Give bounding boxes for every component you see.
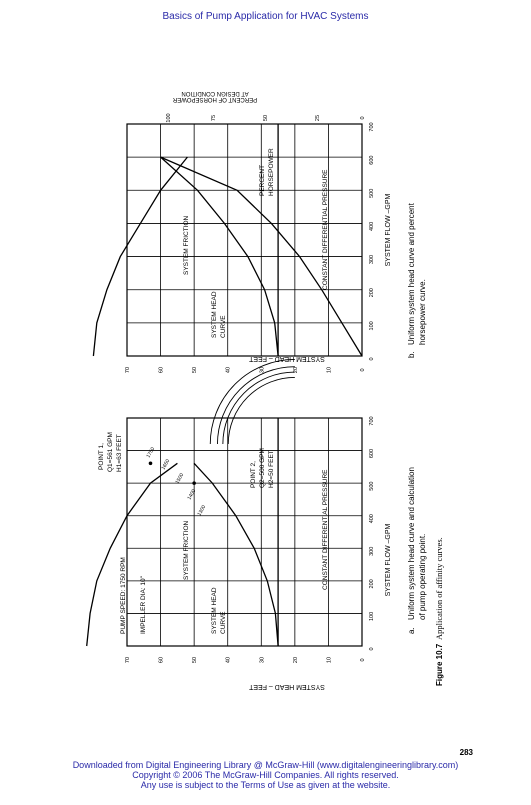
footer-line-3: Any use is subject to the Terms of Use as given at the website. — [140, 780, 391, 790]
head-tick-label: 50 — [192, 366, 199, 374]
chart-a-rpm-label-1: 1750 — [145, 446, 157, 459]
head-tick-label: 20 — [292, 366, 299, 374]
figure-caption: Application of affinity curves. — [434, 537, 444, 640]
hp-tick-label: 100 — [166, 113, 172, 123]
head-tick-label: 30 — [259, 366, 266, 374]
flow-tick-label: 100 — [369, 611, 375, 622]
chart-b-cdp-label: CONSTANT DIFFERENTIAL PRESSURE — [322, 169, 329, 290]
chart-b-caption-line2: horsepower curve. — [418, 279, 427, 345]
point-1-marker — [149, 461, 153, 465]
hp-tick-label: 50 — [263, 114, 269, 122]
chart-a-pump-speed: PUMP SPEED: 1750 RPM — [120, 557, 127, 634]
chart-a-caption-line1: Uniform system head curve and calculation — [407, 467, 416, 620]
chart-a-point2-line2: Q2=500 GPM — [259, 448, 266, 488]
flow-tick-label: 300 — [369, 546, 375, 556]
head-tick-label: 10 — [326, 366, 333, 374]
head-tick-label: 50 — [192, 656, 199, 664]
chart-a-rpm-label-5: 1300 — [196, 504, 208, 517]
head-tick-label: 10 — [326, 656, 333, 664]
chart-b-head-curve-line2: CURVE — [220, 315, 227, 338]
chart-a-part-label: a. — [407, 627, 416, 634]
series-line — [194, 463, 278, 646]
flow-tick-label: 500 — [369, 188, 375, 198]
chart-a-point1-line2: Q1=561 GPM — [107, 432, 114, 472]
point-2-marker — [192, 481, 196, 485]
head-tick-label: 20 — [292, 656, 299, 664]
chart-b-right-axis-line1: PERCENT OF HORSEPOWER — [172, 96, 258, 102]
hp-tick-label: 25 — [315, 114, 321, 122]
head-tick-label: 0 — [360, 658, 366, 662]
chart-a-point2-line1: POINT 2, — [250, 461, 257, 488]
footer — [0, 760, 531, 790]
head-tick-label: 60 — [158, 656, 165, 664]
flow-tick-label: 500 — [369, 481, 375, 491]
chart-b-hp-line2: HORSEPOWER — [268, 148, 275, 196]
chart-b-y-axis-label: SYSTEM HEAD – FEET — [249, 355, 325, 362]
running-header: Basics of Pump Application for HVAC Systems — [162, 11, 369, 22]
chart-a-head-curve-line1: SYSTEM HEAD — [211, 587, 218, 634]
flow-tick-label: 100 — [369, 321, 375, 331]
chart-a-impeller-dia: IMPELLER DIA: 10" — [140, 576, 147, 634]
chart-b — [93, 90, 427, 373]
chart-a-point1-line3: H1=63 FEET — [116, 434, 123, 472]
chart-a-point2-line3: H2=50 FEET — [268, 450, 275, 488]
head-tick-label: 70 — [125, 656, 131, 664]
flow-tick-label: 0 — [369, 647, 375, 651]
chart-a-curves — [87, 359, 295, 646]
chart-a — [87, 359, 427, 690]
head-tick-label: 30 — [259, 656, 266, 664]
chart-a-caption-line2: of pump operating point. — [418, 533, 427, 620]
affinity-arc — [223, 372, 295, 444]
chart-b-x-axis-label: SYSTEM FLOW –GPM — [385, 193, 392, 267]
head-tick-label: 40 — [225, 366, 232, 374]
affinity-arc — [210, 359, 295, 444]
head-tick-label: 70 — [125, 366, 131, 374]
page-number: 283 — [459, 748, 473, 757]
chart-b-hp-line1: PERCENT — [259, 164, 266, 196]
flow-tick-label: 700 — [369, 416, 375, 426]
head-tick-label: 40 — [225, 656, 232, 664]
flow-tick-label: 600 — [369, 155, 375, 165]
chart-a-rpm-label-3: 1500 — [174, 472, 186, 485]
chart-a-friction-label: SYSTEM FRICTION — [183, 520, 190, 580]
chart-b-head-curve-line1: SYSTEM HEAD — [211, 291, 218, 338]
footer-line-1: Downloaded from Digital Engineering Library @ McGraw-Hill (www.digitalengineeringlibrary.com) — [72, 760, 459, 770]
chart-b-part-label: b. — [407, 351, 416, 358]
chart-a-head-curve-line2: CURVE — [220, 611, 227, 634]
flow-tick-label: 400 — [369, 221, 375, 232]
figure-number: Figure 10.7 — [435, 643, 444, 686]
chart-a-rpm-label-4: 1400 — [186, 488, 198, 501]
chart-b-right-axis-line2: AT DESIGN CONDITION — [181, 90, 249, 96]
flow-tick-label: 200 — [369, 579, 375, 589]
chart-b-tick-labels — [125, 113, 375, 373]
flow-tick-label: 0 — [369, 357, 375, 361]
chart-a-rpm-label-2: 1650 — [160, 458, 172, 471]
hp-tick-label: 75 — [211, 114, 217, 122]
chart-a-x-axis-label: SYSTEM FLOW –GPM — [385, 523, 392, 597]
hp-tick-label: 0 — [360, 116, 366, 120]
pump-curve — [87, 463, 178, 646]
head-tick-label: 0 — [360, 368, 366, 372]
flow-tick-label: 200 — [369, 288, 375, 298]
footer-line-2: Copyright © 2006 The McGraw-Hill Companies. All rights reserved. — [132, 770, 399, 780]
flow-tick-label: 600 — [369, 448, 375, 459]
chart-a-point1-line1: POINT 1, — [98, 443, 105, 470]
head-tick-label: 60 — [158, 366, 165, 374]
chart-a-cdp-label: CONSTANT DIFFERENTIAL PRESSURE — [322, 469, 329, 590]
flow-tick-label: 700 — [369, 122, 375, 132]
flow-tick-label: 400 — [369, 514, 375, 524]
chart-a-y-axis-label: SYSTEM HEAD – FEET — [249, 683, 325, 690]
chart-b-caption-line1: Uniform system head curve and percent — [407, 203, 416, 345]
chart-b-friction-label: SYSTEM FRICTION — [183, 215, 190, 275]
flow-tick-label: 300 — [369, 254, 375, 265]
